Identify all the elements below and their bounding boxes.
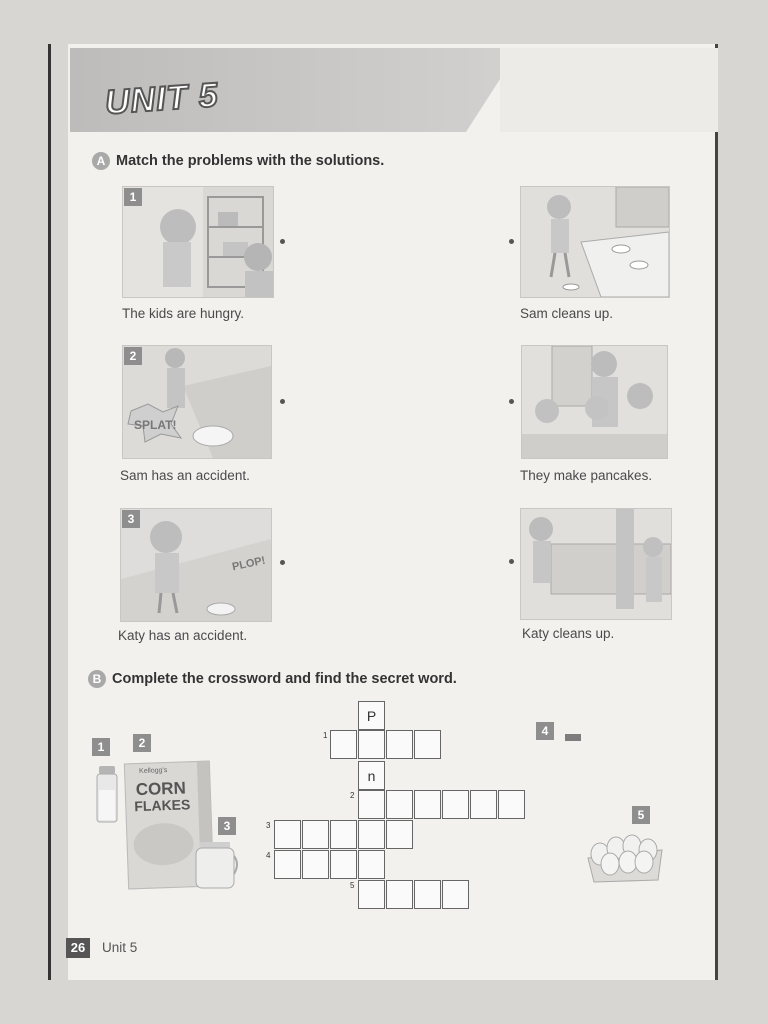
section-b-badge: B [88, 670, 106, 688]
crossword-cell[interactable] [302, 850, 329, 879]
cereal-brand: Kellogg's [138, 767, 168, 776]
crossword-cell[interactable] [302, 820, 329, 849]
crossword-cell[interactable] [358, 850, 385, 879]
cereal-bowl-icon [133, 822, 194, 866]
picture-5-number: 5 [632, 806, 650, 824]
problem-1-number: 1 [124, 188, 142, 206]
problem-2-match-dot[interactable] [280, 399, 285, 404]
section-a-badge: A [92, 152, 110, 170]
crossword-cell[interactable] [470, 790, 497, 819]
salt-shaker-picture [96, 766, 118, 824]
crossword-cell[interactable] [414, 730, 441, 759]
solution-2-picture [521, 345, 668, 459]
page-number: 26 [66, 938, 90, 958]
solution-3-picture [520, 508, 672, 620]
crossword-cell[interactable] [414, 790, 441, 819]
butter-picture [565, 734, 581, 741]
solution-1-caption: Sam cleans up. [520, 306, 614, 321]
crossword-cell[interactable] [386, 790, 413, 819]
solution-3-match-dot[interactable] [509, 559, 514, 564]
section-a-instruction: Match the problems with the solutions. [116, 152, 385, 169]
section-b-heading [88, 670, 457, 688]
crossword-cell[interactable] [442, 790, 469, 819]
crossword-cell[interactable] [358, 820, 385, 849]
crossword-cell[interactable] [358, 790, 385, 819]
footer-unit-label: Unit 5 [102, 940, 138, 955]
crossword-cell[interactable] [274, 820, 301, 849]
crossword-cell[interactable] [386, 730, 413, 759]
crossword-cell[interactable] [330, 820, 357, 849]
problem-1-picture [122, 186, 274, 298]
problem-2-sound-effect: SPLAT! [134, 418, 177, 432]
clue-number-4: 4 [266, 851, 271, 860]
banner-right-area [500, 48, 718, 132]
clue-number-5: 5 [350, 881, 355, 890]
solution-2-match-dot[interactable] [509, 399, 514, 404]
cereal-name-line1: CORN [135, 778, 187, 800]
crossword-cell-secret-3[interactable]: n [358, 761, 385, 790]
crossword-cell[interactable] [386, 880, 413, 909]
picture-4-number: 4 [536, 722, 554, 740]
problem-3-match-dot[interactable] [280, 560, 285, 565]
clue-number-2: 2 [350, 791, 355, 800]
problem-2-caption: Sam has an accident. [120, 468, 250, 483]
problem-1-caption: The kids are hungry. [122, 306, 245, 321]
unit-title: UNIT 5 [103, 76, 220, 122]
crossword-cell[interactable] [358, 730, 385, 759]
clue-number-3: 3 [266, 821, 271, 830]
solution-1-picture [520, 186, 670, 298]
solution-3-caption: Katy cleans up. [522, 626, 615, 641]
solution-2-caption: They make pancakes. [520, 468, 653, 483]
picture-2-number: 2 [133, 734, 151, 752]
section-a-heading [92, 152, 384, 170]
eggs-picture [584, 828, 666, 884]
crossword-cell[interactable] [274, 850, 301, 879]
picture-1-number: 1 [92, 738, 110, 756]
clue-number-1: 1 [323, 731, 328, 740]
milk-jar-picture [192, 842, 238, 890]
problem-2-picture [122, 345, 272, 459]
crossword-cell[interactable] [386, 820, 413, 849]
solution-1-match-dot[interactable] [509, 239, 514, 244]
problem-3-number: 3 [122, 510, 140, 528]
page-edge [48, 44, 51, 980]
problem-3-sound-effect: PLOP! [231, 554, 267, 574]
problem-2-number: 2 [124, 347, 142, 365]
crossword-cell[interactable] [442, 880, 469, 909]
cereal-name-line2: FLAKES [134, 796, 191, 815]
problem-3-caption: Katy has an accident. [118, 628, 248, 643]
crossword-cell[interactable] [414, 880, 441, 909]
section-b-instruction: Complete the crossword and find the secret word. [112, 670, 457, 687]
crossword-cell[interactable] [330, 730, 357, 759]
crossword-cell-secret-1[interactable]: P [358, 701, 385, 730]
picture-3-number: 3 [218, 817, 236, 835]
crossword-cell[interactable] [330, 850, 357, 879]
crossword-cell[interactable] [498, 790, 525, 819]
problem-1-match-dot[interactable] [280, 239, 285, 244]
crossword-cell[interactable] [358, 880, 385, 909]
